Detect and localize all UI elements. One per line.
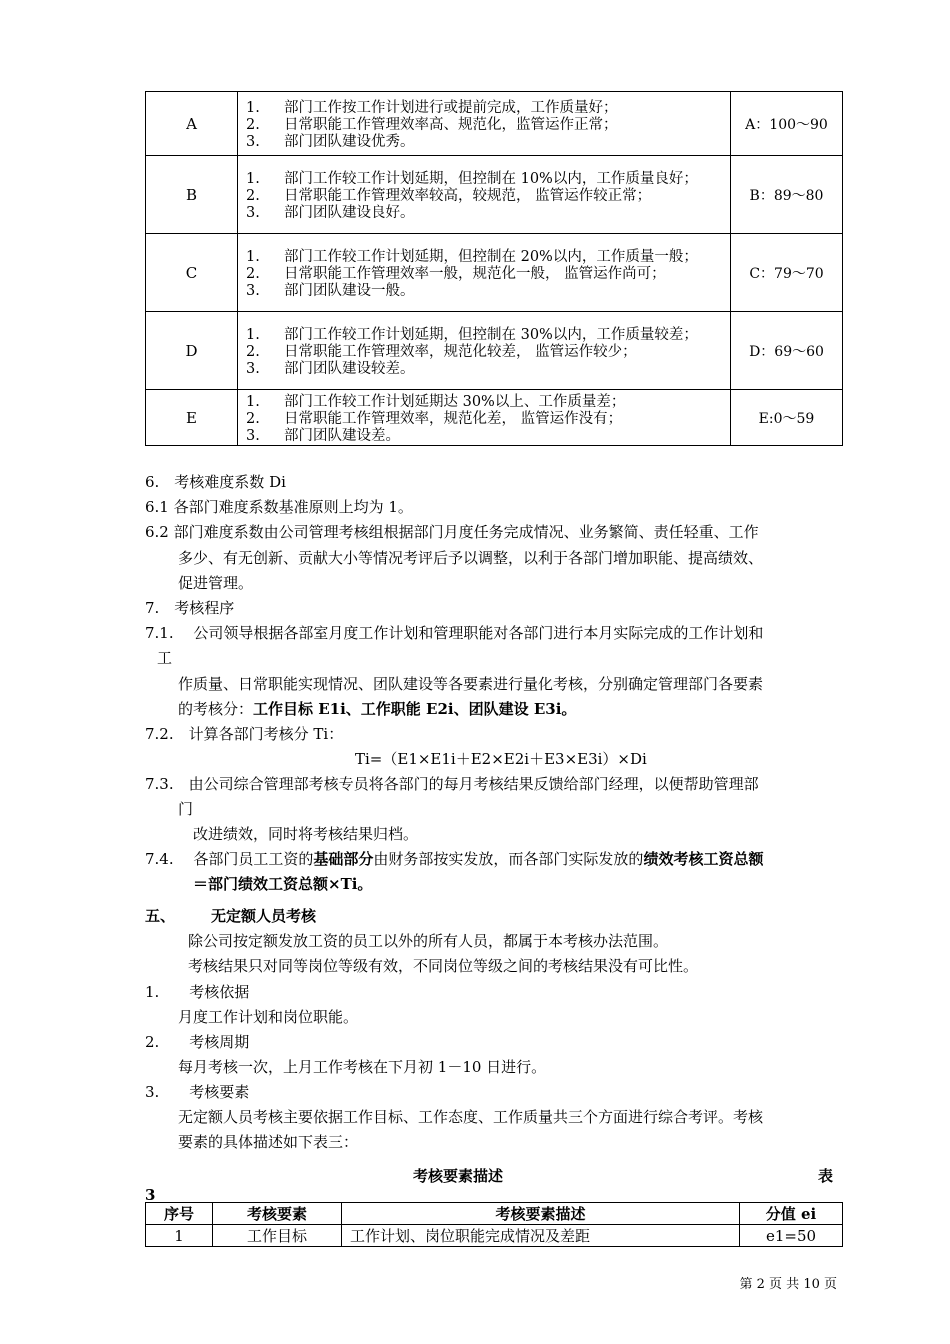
- section-7-1-line2: 工: [157, 649, 173, 667]
- section-7-4-line2: ＝部门绩效工资总额×Ti。: [193, 875, 373, 893]
- criteria-number: 1.: [246, 393, 260, 410]
- s74-bold2: 绩效考核工资总额: [643, 850, 764, 868]
- grade-criteria: [238, 156, 731, 234]
- grade-row: [146, 234, 843, 312]
- grade-criteria: [238, 234, 731, 312]
- criteria-item: [246, 344, 724, 361]
- criteria-number: 1.: [246, 170, 260, 187]
- section-5-para1: 除公司按定额发放工资的员工以外的所有人员，都属于本考核办法范围。: [188, 932, 669, 950]
- section-6-1: 6.1 各部门难度系数基准原则上均为 1。: [145, 498, 413, 516]
- header-description: 考核要素描述: [342, 1203, 740, 1225]
- element-table: [145, 1202, 843, 1247]
- section-6-2-line1: 6.2 部门难度系数由公司管理考核组根据部门月度任务完成情况、业务繁简、责任轻重、工作: [145, 523, 759, 541]
- grade-row: [146, 92, 843, 156]
- criteria-item: [246, 394, 724, 411]
- criteria-text: 日常职能工作管理效率，规范化差， 监管运作没有；: [284, 410, 623, 427]
- section-7-2: 7.2. 计算各部门考核分 Ti：: [145, 725, 344, 743]
- header-index: 序号: [146, 1203, 213, 1225]
- section-7-3-line2: 门: [178, 800, 194, 818]
- grade-row: [146, 156, 843, 234]
- criteria-text: 部门团队建设优秀。: [284, 133, 415, 150]
- grade-letter: A: [146, 92, 238, 156]
- grade-criteria: [238, 92, 731, 156]
- criteria-item: [246, 428, 724, 445]
- criteria-item: [246, 171, 724, 188]
- criteria-text: 日常职能工作管理效率高、规范化，监管运作正常；: [284, 116, 618, 133]
- header-element: 考核要素: [213, 1203, 342, 1225]
- criteria-item: [246, 266, 724, 283]
- section-5-2-text: 每月考核一次，上月工作考核在下月初 1－10 日进行。: [178, 1058, 547, 1076]
- criteria-item: [246, 205, 724, 222]
- criteria-item: [246, 117, 724, 134]
- formula: Ti=（E1×E1i＋E2×E2i＋E3×E3i）×Di: [355, 750, 647, 768]
- criteria-number: 1.: [246, 326, 260, 343]
- section-7-1-line1: 7.1. 公司领导根据各部室月度工作计划和管理职能对各部门进行本月实际完成的工作计划和: [145, 624, 764, 642]
- criteria-item: [246, 327, 724, 344]
- grade-score-range: A：100～90: [731, 92, 843, 156]
- criteria-item: [246, 283, 724, 300]
- criteria-item: [246, 100, 724, 117]
- criteria-number: 3.: [246, 282, 260, 299]
- criteria-text: 日常职能工作管理效率较高，较规范， 监管运作较正常；: [284, 187, 652, 204]
- element-table-label: 表: [818, 1167, 834, 1185]
- cell-score: e1=50: [740, 1225, 843, 1247]
- criteria-number: 3.: [246, 133, 260, 150]
- criteria-number: 2.: [246, 187, 260, 204]
- section-5-3-text2: 要素的具体描述如下表三：: [178, 1133, 359, 1151]
- score-components: 工作目标 E1i、工作职能 E2i、团队建设 E3i。: [253, 700, 577, 718]
- score-intro: 的考核分：: [178, 700, 254, 718]
- element-table-title: 考核要素描述: [413, 1167, 504, 1185]
- section-6-2-line2: 多少、有无创新、贡献大小等情况考评后予以调整，以利于各部门增加职能、提高绩效、: [178, 549, 764, 567]
- table-row: [146, 1225, 843, 1247]
- cell-description: 工作计划、岗位职能完成情况及差距: [342, 1225, 740, 1247]
- criteria-number: 1.: [246, 248, 260, 265]
- section-7-title: 7. 考核程序: [145, 599, 235, 617]
- section-5-para2: 考核结果只对同等岗位等级有效，不同岗位等级之间的考核结果没有可比性。: [188, 957, 699, 975]
- grade-row: [146, 312, 843, 390]
- grade-score-range: E:0～59: [731, 390, 843, 446]
- page-footer: 第 2 页 共 10 页: [739, 1277, 837, 1292]
- criteria-text: 日常职能工作管理效率，规范化较差， 监管运作较少；: [284, 343, 637, 360]
- criteria-item: [246, 188, 724, 205]
- criteria-number: 3.: [246, 204, 260, 221]
- criteria-text: 日常职能工作管理效率一般，规范化一般， 监管运作尚可；: [284, 265, 666, 282]
- criteria-item: [246, 249, 724, 266]
- grade-letter: D: [146, 312, 238, 390]
- section-7-3-line1: 7.3. 由公司综合管理部考核专员将各部门的每月考核结果反馈给部门经理，以便帮助管理部: [145, 775, 759, 793]
- section-7-1-line3: 作质量、日常职能实现情况、团队建设等各要素进行量化考核，分别确定管理部门各要素: [178, 675, 764, 693]
- section-5-3-text1: 无定额人员考核主要依据工作目标、工作态度、工作质量共三个方面进行综合考评。考核: [178, 1108, 764, 1126]
- criteria-text: 部门工作按工作计划进行或提前完成，工作质量好；: [284, 99, 618, 116]
- criteria-text: 部门团队建设较差。: [284, 360, 415, 377]
- grade-row: [146, 390, 843, 446]
- criteria-number: 2.: [246, 343, 260, 360]
- s74-bold1: 基础部分: [313, 850, 374, 868]
- criteria-item: [246, 411, 724, 428]
- grade-criteria: [238, 390, 731, 446]
- criteria-number: 2.: [246, 116, 260, 133]
- section-5-title: 无定额人员考核: [211, 907, 317, 925]
- element-table-number: 3: [145, 1186, 156, 1204]
- criteria-item: [246, 134, 724, 151]
- header-score: 分值 ei: [740, 1203, 843, 1225]
- criteria-text: 部门工作较工作计划延期达 30%以上、工作质量差；: [284, 393, 626, 410]
- section-5-2-title: 2. 考核周期: [145, 1033, 250, 1051]
- cell-index: 1: [146, 1225, 213, 1247]
- section-7-4-line1: [145, 847, 763, 871]
- grade-criteria: [238, 312, 731, 390]
- grade-letter: B: [146, 156, 238, 234]
- section-5-1-text: 月度工作计划和岗位职能。: [178, 1008, 359, 1026]
- criteria-text: 部门团队建设差。: [284, 427, 400, 444]
- s74-pre: 7.4. 各部门员工工资的: [145, 850, 314, 868]
- criteria-number: 3.: [246, 427, 260, 444]
- criteria-text: 部门工作较工作计划延期，但控制在 20%以内，工作质量一般；: [284, 248, 698, 265]
- section-7-3-line3: 改进绩效，同时将考核结果归档。: [193, 825, 419, 843]
- s74-mid: 由财务部按实发放，而各部门实际发放的: [373, 850, 644, 868]
- grade-letter: C: [146, 234, 238, 312]
- criteria-text: 部门工作较工作计划延期，但控制在 30%以内，工作质量较差；: [284, 326, 698, 343]
- criteria-text: 部门团队建设良好。: [284, 204, 415, 221]
- criteria-number: 1.: [246, 99, 260, 116]
- section-6-title: 6. 考核难度系数 Di: [145, 473, 286, 491]
- cell-element: 工作目标: [213, 1225, 342, 1247]
- criteria-item: [246, 361, 724, 378]
- criteria-text: 部门团队建设一般。: [284, 282, 415, 299]
- grade-score-range: D：69～60: [731, 312, 843, 390]
- section-5-number: 五、: [145, 907, 176, 925]
- criteria-number: 2.: [246, 265, 260, 282]
- section-5-1-title: 1. 考核依据: [145, 983, 250, 1001]
- grade-score-range: B：89～80: [731, 156, 843, 234]
- section-7-1-line4: [178, 697, 576, 721]
- section-5-3-title: 3. 考核要素: [145, 1083, 250, 1101]
- criteria-number: 3.: [246, 360, 260, 377]
- section-6-2-line3: 促进管理。: [178, 574, 254, 592]
- criteria-text: 部门工作较工作计划延期，但控制在 10%以内，工作质量良好；: [284, 170, 698, 187]
- grade-score-range: C：79～70: [731, 234, 843, 312]
- grade-table: [145, 91, 843, 446]
- grade-letter: E: [146, 390, 238, 446]
- criteria-number: 2.: [246, 410, 260, 427]
